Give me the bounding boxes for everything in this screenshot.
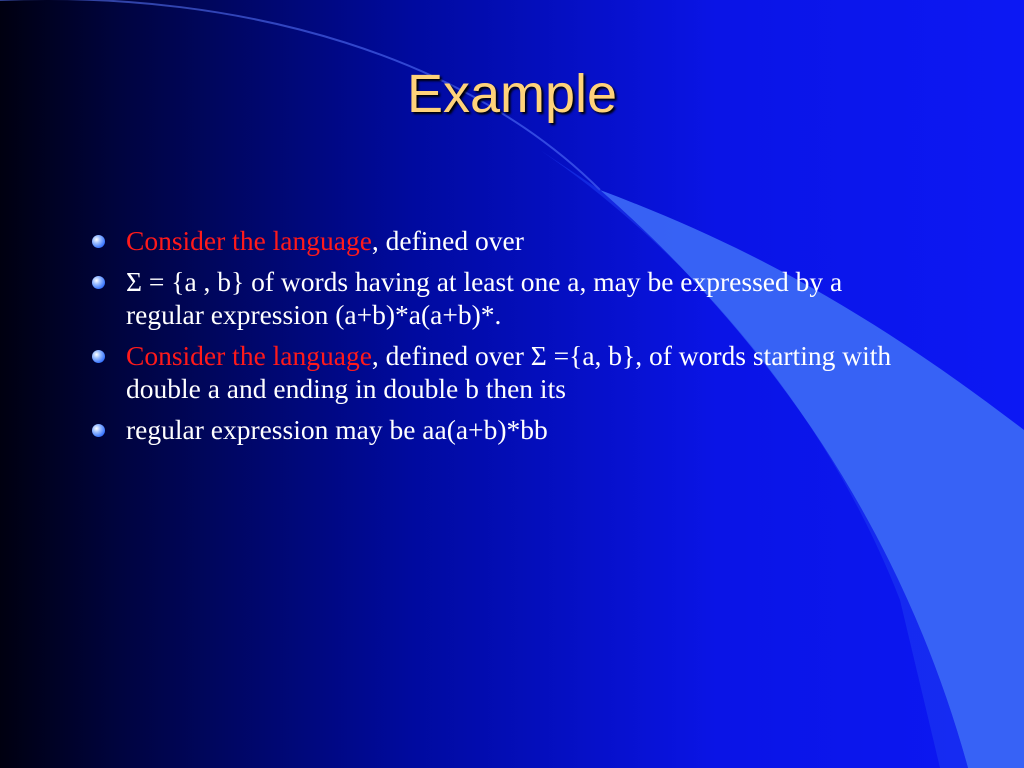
bullet-item xyxy=(92,339,912,405)
bullet-text: , defined over Σ ={a, b}, of words starting with double a and ending in double b then its xyxy=(126,340,892,404)
bullet-point-icon xyxy=(92,235,105,248)
slide-title: Example xyxy=(406,64,618,124)
bullet-point-icon xyxy=(92,276,105,289)
bullet-item xyxy=(92,413,912,446)
bullet-text: regular expression may be aa(a+b)*bb xyxy=(126,414,548,445)
bullet-highlight-text: Consider the language xyxy=(126,225,372,256)
bullet-item xyxy=(92,265,912,331)
bullet-list xyxy=(92,224,912,454)
bullet-highlight-text: Consider the language xyxy=(126,340,372,371)
bullet-point-icon xyxy=(92,350,105,363)
bullet-text: , defined over xyxy=(371,225,524,256)
bullet-point-icon xyxy=(92,424,105,437)
bullet-item xyxy=(92,224,912,257)
bullet-text: Σ = {a , b} of words having at least one a, may be expressed by a regular expression (a+b)*a(a+b)*. xyxy=(126,266,843,330)
